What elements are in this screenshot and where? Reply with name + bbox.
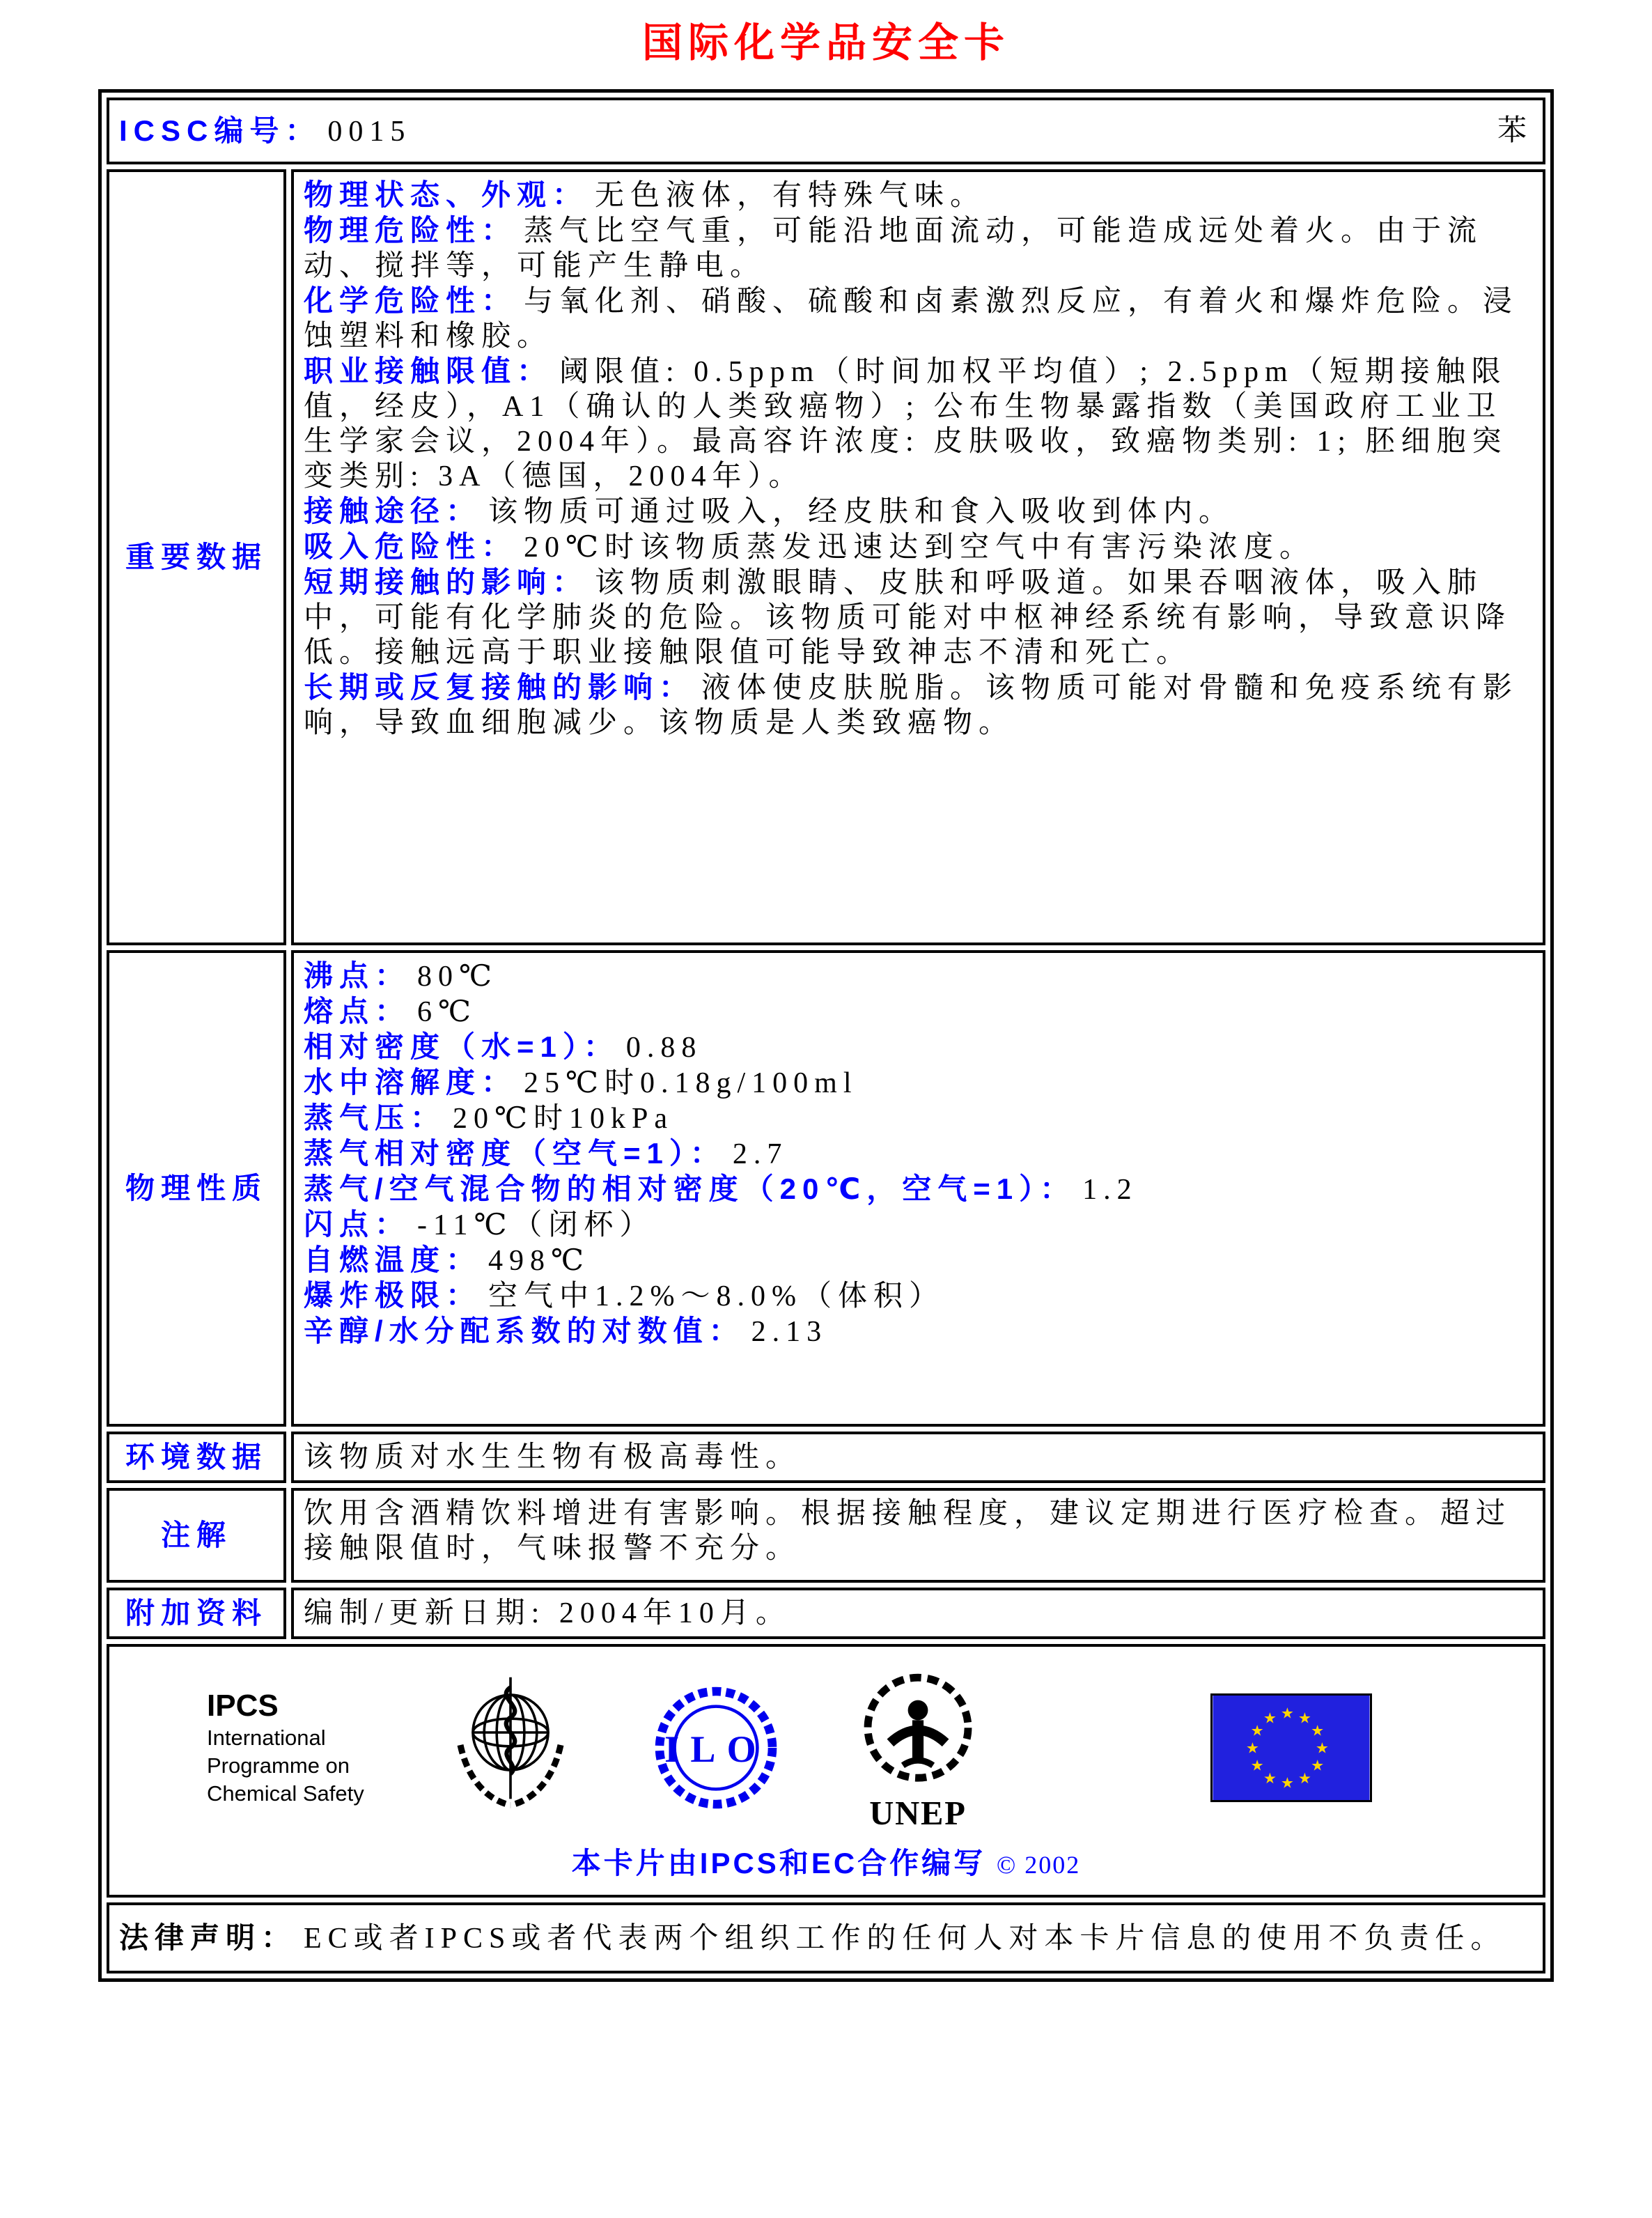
physical-property-item: 闪点： -11℃（闭杯） — [304, 1208, 655, 1241]
environmental-data-content: 该物质对水生生物有极高毒性。 — [291, 1432, 1545, 1483]
svg-text:★: ★ — [1280, 1705, 1302, 1723]
physical-property-item: 相对密度（水=1）： 0.88 — [304, 1030, 703, 1064]
physical-property-item: 自燃温度： 498℃ — [304, 1243, 590, 1277]
physical-property-item: 蒸气压： 20℃时10kPa — [304, 1101, 673, 1135]
important-data-item: 化学危险性： 与氧化剂、硝酸、硫酸和卤素激烈反应，有着火和爆炸危险。浸蚀塑料和橡胶。 — [304, 284, 1519, 352]
header-row — [107, 98, 1545, 164]
ilo-logo-icon — [653, 1679, 779, 1817]
svg-text:★: ★ — [1263, 1769, 1284, 1787]
icsc-number-label: ICSC编号： — [119, 114, 321, 147]
icsc-number-value: 0015 — [327, 115, 412, 148]
additional-info-content: 编制/更新日期: 2004年10月。 — [291, 1588, 1545, 1639]
row-label-environmental-data: 环境数据 — [107, 1432, 286, 1483]
svg-text:★: ★ — [1315, 1739, 1337, 1758]
notes-row — [107, 1488, 1545, 1583]
important-data-content — [291, 169, 1545, 945]
svg-text:★: ★ — [1263, 1709, 1284, 1728]
legal-notice-text: EC或者IPCS或者代表两个组织工作的任何人对本卡片信息的使用不负责任。 — [304, 1922, 1506, 1955]
important-data-item: 职业接触限值： 阈限值: 0.5ppm（时间加权平均值）; 2.5ppm（短期接触限值，经皮），A1（确认的人类致癌物）; 公布生物暴露指数（美国政府工业卫生学家会议，2004年）。最高容许浓度: 皮肤吸收，致癌物类别: 1; 胚细胞突变类别: 3A（德国，2004年）。 — [304, 355, 1508, 493]
legal-cell — [107, 1902, 1545, 1973]
svg-text:★: ★ — [1298, 1709, 1319, 1728]
row-label-notes: 注解 — [107, 1488, 286, 1583]
ipcs-subtitle-line2: Programme on — [207, 1753, 350, 1778]
eu-flag-icon — [1210, 1693, 1372, 1802]
svg-text:ILO: ILO — [664, 1728, 767, 1770]
physical-property-item: 辛醇/水分配系数的对数值： 2.13 — [304, 1314, 828, 1348]
ipcs-text-block — [207, 1688, 364, 1808]
svg-text:★: ★ — [1310, 1757, 1332, 1775]
physical-property-item: 爆炸极限： 空气中1.2%～8.0%（体积） — [304, 1279, 944, 1312]
ipcs-subtitle-line3: Chemical Safety — [207, 1781, 364, 1806]
svg-text:★: ★ — [1250, 1757, 1272, 1775]
logos-cell — [107, 1644, 1545, 1898]
physical-property-item: 蒸气/空气混合物的相对密度（20℃，空气=1）： 1.2 — [304, 1172, 1138, 1206]
chemical-name: 苯 — [1497, 115, 1533, 147]
svg-text:★: ★ — [1280, 1774, 1302, 1792]
important-data-row — [107, 169, 1545, 945]
svg-text:★: ★ — [1298, 1769, 1319, 1787]
legal-notice-label: 法律声明： — [119, 1921, 297, 1954]
row-label-important-data: 重要数据 — [107, 169, 286, 945]
important-data-item: 长期或反复接触的影响： 液体使皮肤脱脂。该物质可能对骨髓和免疫系统有影响，导致血细胞减少。该物质是人类致癌物。 — [304, 671, 1519, 739]
physical-property-item: 沸点： 80℃ — [304, 959, 498, 993]
ipcs-acronym: IPCS — [207, 1689, 279, 1723]
environmental-data-row — [107, 1432, 1545, 1483]
ipcs-subtitle-line1: International — [207, 1725, 326, 1750]
svg-text:★: ★ — [1245, 1739, 1267, 1758]
physical-property-item: 蒸气相对密度（空气=1）： 2.7 — [304, 1137, 788, 1170]
row-label-additional-info: 附加资料 — [107, 1588, 286, 1639]
physical-properties-row — [107, 950, 1545, 1427]
physical-property-item: 水中溶解度： 25℃时0.18g/100ml — [304, 1066, 858, 1099]
legal-row — [107, 1902, 1545, 1973]
who-logo-icon — [448, 1670, 573, 1827]
physical-properties-content — [291, 950, 1545, 1427]
unep-logo-icon — [855, 1665, 981, 1831]
icsc-number-group — [119, 114, 411, 149]
notes-content: 饮用含酒精饮料增进有害影响。根据接触程度，建议定期进行医疗检查。超过接触限值时，气味报警不充分。 — [291, 1488, 1545, 1583]
header-cell — [107, 98, 1545, 164]
page-title: 国际化学品安全卡 — [641, 20, 1010, 65]
footer-caption — [123, 1846, 1529, 1882]
important-data-item: 物理状态、外观： 无色液体，有特殊气味。 — [304, 178, 986, 212]
important-data-item: 物理危险性： 蒸气比空气重，可能沿地面流动，可能造成远处着火。由于流动、搅拌等，可能产生静电。 — [304, 214, 1483, 282]
footer-caption-text: 本卡片由IPCS和EC合作编写 — [571, 1847, 986, 1879]
important-data-item: 吸入危险性： 20℃时该物质蒸发迅速达到空气中有害污染浓度。 — [304, 530, 1316, 564]
row-label-physical-properties: 物理性质 — [107, 950, 286, 1427]
svg-text:★: ★ — [1310, 1722, 1332, 1740]
copyright-text: © 2002 — [996, 1851, 1081, 1879]
icsc-card-table — [98, 89, 1554, 1982]
physical-property-item: 熔点： 6℃ — [304, 995, 477, 1028]
svg-text:UNEP: UNEP — [868, 1794, 967, 1831]
logos-row — [107, 1644, 1545, 1898]
additional-info-row — [107, 1588, 1545, 1639]
important-data-item: 接触途径： 该物质可通过吸入，经皮肤和食入吸收到体内。 — [304, 495, 1235, 528]
important-data-item: 短期接触的影响： 该物质刺激眼睛、皮肤和呼吸道。如果吞咽液体，吸入肺中，可能有化学肺炎的危险。该物质可能对中枢神经系统有影响，导致意识降低。接触远高于职业接触限值可能导致神志不清和死亡。 — [304, 566, 1512, 669]
svg-text:★: ★ — [1250, 1722, 1272, 1740]
